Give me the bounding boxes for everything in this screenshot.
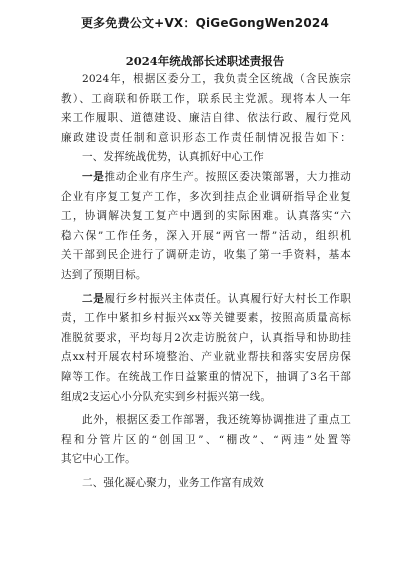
text-line: 稳六保”工作任务，深入开展“两官一帮”活动，组织机 xyxy=(61,229,351,242)
paragraph-lead: 二是 xyxy=(82,292,105,305)
text-line: 达到了预期目标。 xyxy=(61,268,147,281)
text-line xyxy=(61,168,351,188)
text-line: 2024年，根据区委分工，我负责全区统战（含民族宗 xyxy=(82,73,351,85)
text-line: 组成2支运心小分队充实到乡村振兴第一线。 xyxy=(61,390,272,403)
text-line: 点xx村开展农村环境整治、产业就业帮扶和落实安居房保 xyxy=(61,351,351,364)
text-line: 关干部到民企进行了调研走访，收集了第一手资料，基本 xyxy=(61,249,351,262)
document-body xyxy=(61,70,351,493)
text-run: 履行乡村振兴主体责任。认真履行好大村长工作职 xyxy=(104,292,351,305)
intro-paragraph xyxy=(61,70,351,148)
text-line: 准脱贫要求，平均每月2次走访脱贫户，认真指导和协助挂 xyxy=(61,331,351,344)
text-line: 障等工作。在统战工作日益繁重的情况下，抽调了3名干部 xyxy=(61,370,351,383)
text-line: 程和分管片区的“创国卫”、“棚改”、“两违”处置等 xyxy=(61,433,351,446)
section-heading-2: 二、强化凝心聚力，业务工作富有成效 xyxy=(82,476,264,489)
text-line: 企业有序复工复产工作，多次到挂点企业调研指导企业复 xyxy=(61,190,351,203)
text-line: 其它中心工作。 xyxy=(61,453,136,466)
text-run: 推动企业有序生产。按照区委决策部署，大力推动 xyxy=(104,170,351,183)
text-line: 责，工作中紧扣乡村振兴xx等关键要素，按照高质量高标 xyxy=(61,312,351,325)
paragraph-3 xyxy=(61,411,351,470)
text-line: 此外，根据区委工作部署，我还统筹协调推进了重点工 xyxy=(82,414,351,427)
paragraph-2 xyxy=(61,290,351,408)
text-line xyxy=(61,290,351,310)
document-title: 2024年统战部长述职述责报告 xyxy=(125,54,285,68)
text-line: 廉政建设责任制和意识形态工作责任制情况报告如下： xyxy=(61,131,351,144)
paragraph-lead: 一是 xyxy=(82,170,105,183)
text-line: 来工作履职、道德建设、廉洁自律、依法行政、履行党风 xyxy=(61,112,351,125)
promo-header: 更多免费公文+VX：QiGeGongWen2024 xyxy=(80,16,329,30)
section-heading-1: 一、发挥统战优势，认真抓好中心工作 xyxy=(82,151,264,164)
text-line: 工，协调解决复工复产中遇到的实际困难。认真落实“六 xyxy=(61,210,351,223)
text-line: 教）、工商联和侨联工作，联系民主党派。现将本人一年 xyxy=(61,92,351,105)
paragraph-1 xyxy=(61,168,351,286)
